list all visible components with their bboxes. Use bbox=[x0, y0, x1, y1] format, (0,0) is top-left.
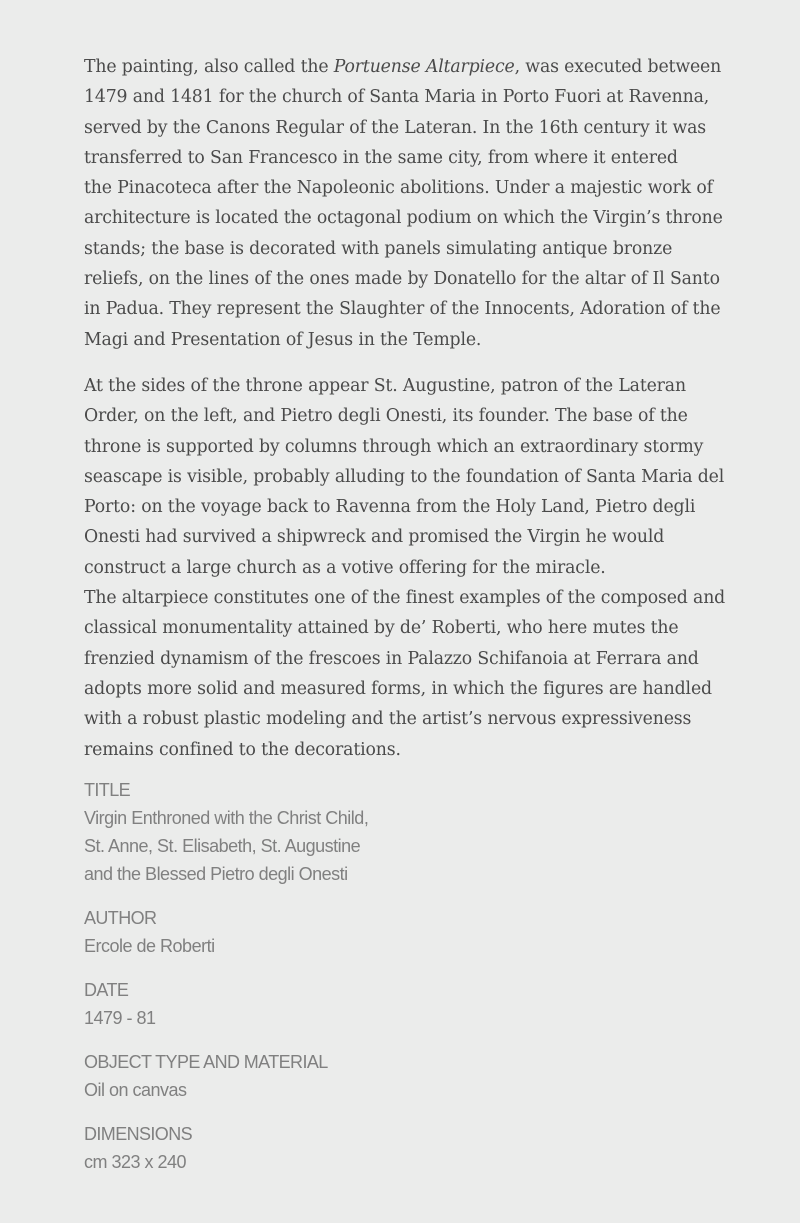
text-line: stands; the base is decorated with panels simulating antique bronze bbox=[84, 238, 673, 259]
meta-dimensions bbox=[84, 1120, 744, 1176]
text-line: reliefs, on the lines of the ones made by Donatello for the altar of Il Santo bbox=[84, 269, 720, 290]
meta-title-value bbox=[84, 804, 744, 888]
text-line: The painting, also called the Portuense Altarpiece, was executed between bbox=[84, 57, 722, 77]
text-line: construct a large church as a votive offering for the miracle. bbox=[84, 557, 606, 578]
meta-date-label: DATE bbox=[84, 979, 129, 1000]
text-line: Magi and Presentation of Jesus in the Temple. bbox=[84, 329, 482, 350]
artwork-description bbox=[84, 52, 744, 1192]
text-line: in Padua. They represent the Slaughter of the Innocents, Adoration of the bbox=[84, 299, 721, 320]
text-line: seascape is visible, probably alluding to the foundation of Santa Maria del bbox=[84, 466, 725, 487]
text-line: with a robust plastic modeling and the artist’s nervous expressiveness bbox=[84, 709, 692, 730]
text-line: the Pinacoteca after the Napoleonic abolitions. Under a majestic work of bbox=[84, 178, 713, 199]
description-paragraph-2 bbox=[84, 371, 744, 583]
meta-author-label: AUTHOR bbox=[84, 907, 157, 928]
text-line: classical monumentality attained by de’ Roberti, who here mutes the bbox=[84, 618, 679, 639]
text-line: served by the Canons Regular of the Lateran. In the 16th century it was bbox=[84, 117, 707, 138]
text-line: The altarpiece constitutes one of the finest examples of the composed and bbox=[84, 588, 726, 609]
meta-author bbox=[84, 904, 744, 960]
text-line: Onesti had survived a shipwreck and promised the Virgin he would bbox=[84, 527, 665, 548]
text-line: At the sides of the throne appear St. Augustine, patron of the Lateran bbox=[84, 375, 686, 396]
meta-dimensions-label: DIMENSIONS bbox=[84, 1123, 193, 1144]
text-line: adopts more solid and measured forms, in which the figures are handled bbox=[84, 678, 712, 699]
meta-date bbox=[84, 976, 744, 1032]
text-line: transferred to San Francesco in the same city, from where it entered bbox=[84, 147, 678, 168]
text-line: Virgin Enthroned with the Christ Child, bbox=[84, 807, 369, 828]
meta-object-type-value: Oil on canvas bbox=[84, 1079, 187, 1100]
meta-author-value: Ercole de Roberti bbox=[84, 935, 215, 956]
text-line: and the Blessed Pietro degli Onesti bbox=[84, 863, 348, 884]
meta-date-value: 1479 - 81 bbox=[84, 1007, 156, 1028]
meta-title bbox=[84, 776, 744, 888]
text-line: 1479 and 1481 for the church of Santa Maria in Porto Fuori at Ravenna, bbox=[84, 87, 710, 108]
text-line: throne is supported by columns through which an extraordinary stormy bbox=[84, 436, 704, 457]
text-line: Porto: on the voyage back to Ravenna from the Holy Land, Pietro degli bbox=[84, 497, 696, 518]
meta-dimensions-value: cm 323 x 240 bbox=[84, 1151, 187, 1172]
meta-object-type bbox=[84, 1048, 744, 1104]
description-paragraph-1 bbox=[84, 52, 744, 355]
meta-title-label: TITLE bbox=[84, 779, 131, 800]
text-line: frenzied dynamism of the frescoes in Palazzo Schifanoia at Ferrara and bbox=[84, 648, 699, 669]
text-line: remains confined to the decorations. bbox=[84, 739, 401, 760]
meta-object-type-label: OBJECT TYPE AND MATERIAL bbox=[84, 1051, 328, 1072]
text-line: Order, on the left, and Pietro degli Onesti, its founder. The base of the bbox=[84, 406, 688, 427]
text-line: architecture is located the octagonal podium on which the Virgin’s throne bbox=[84, 208, 723, 229]
text-line: St. Anne, St. Elisabeth, St. Augustine bbox=[84, 835, 361, 856]
altarpiece-name: Portuense Altarpiece bbox=[333, 57, 515, 77]
description-paragraph-3 bbox=[84, 583, 744, 765]
